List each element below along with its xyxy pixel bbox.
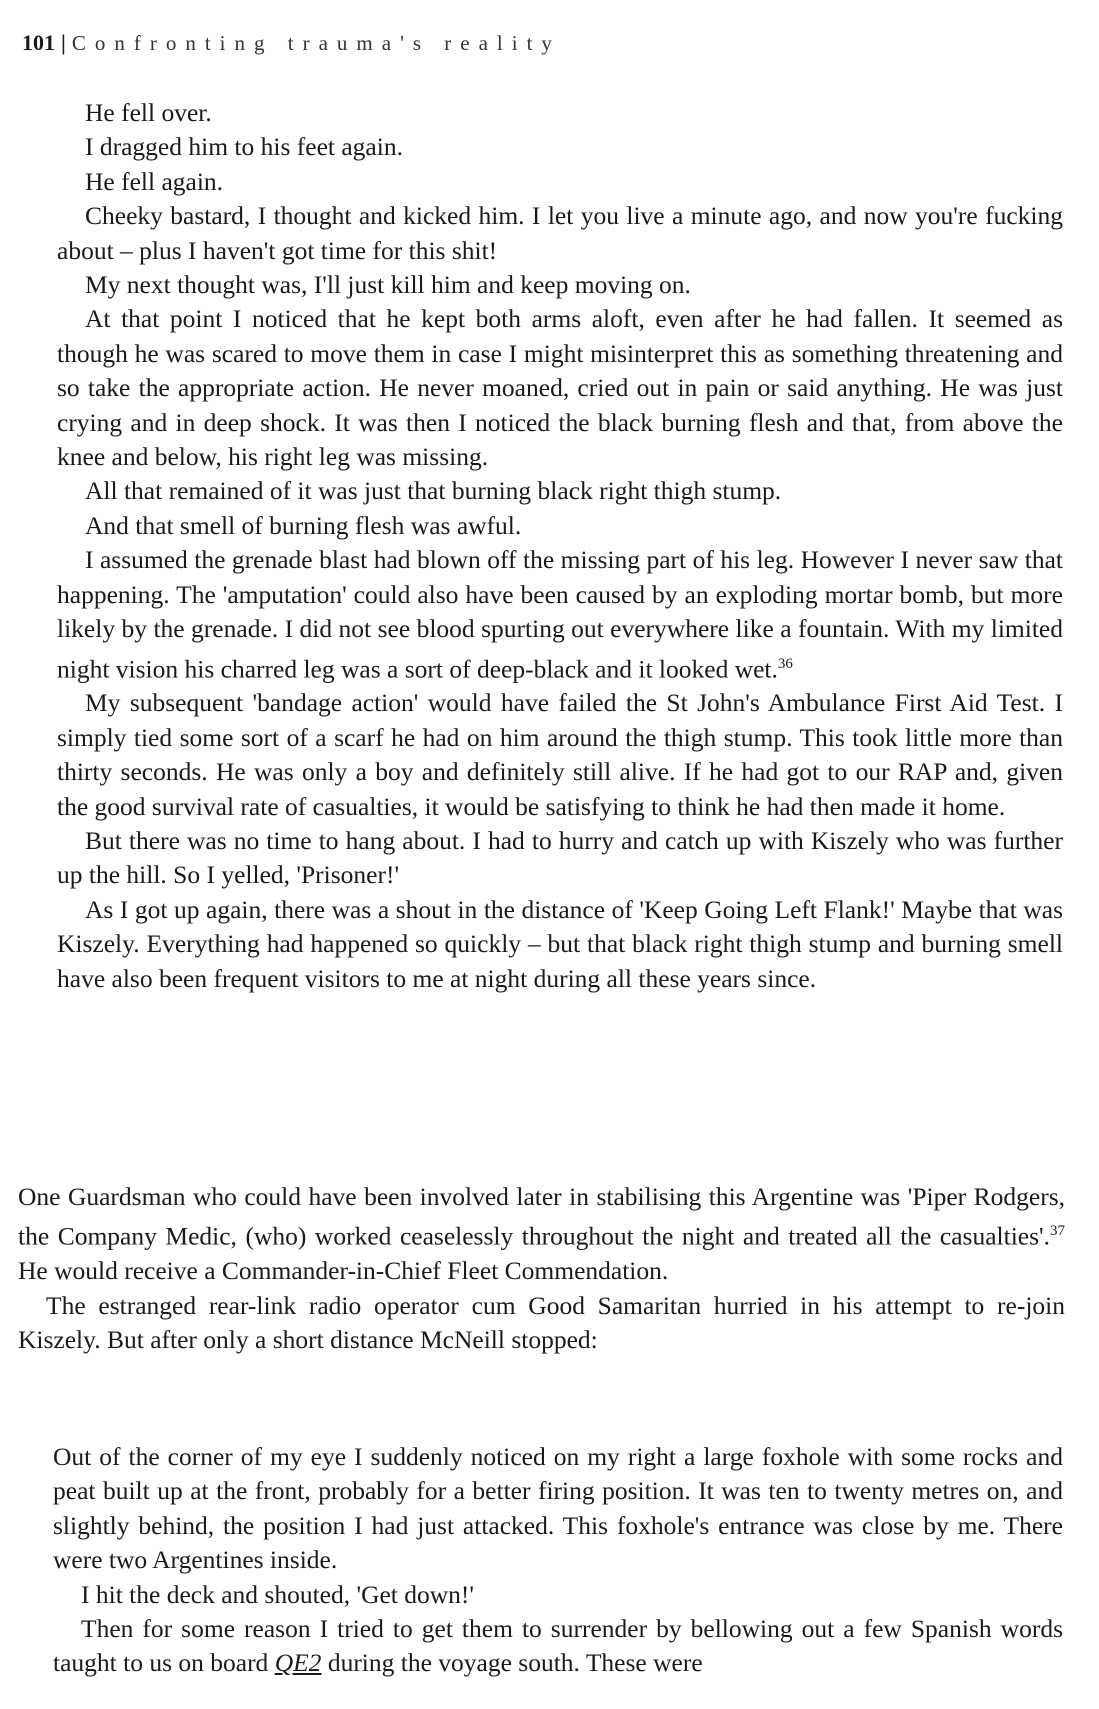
body-paragraph	[18, 1180, 1065, 1289]
paragraph-text: during the voyage south. These were	[321, 1648, 703, 1678]
quote1-paragraph: As I got up again, there was a shout in the distance of 'Keep Going Left Flank!' Maybe that was Kiszely. Everything had happened so quickly – but that black right thigh stump and burning smell have also been frequent visitors to me at night during all these years since.	[57, 894, 1063, 993]
quote1-paragraph: Cheeky bastard, I thought and kicked him. I let you live a minute ago, and now you're fucking about – plus I haven't got time for this shit!	[57, 201, 1063, 265]
quote2-paragraph: Out of the corner of my eye I suddenly noticed on my right a large foxhole with some rocks and peat built up at the front, probably for a better firing position. It was ten to twenty metres on, and slightly behind, the position I had just attacked. This foxhole's entrance was close by me. There were two Argentines inside.	[53, 1442, 1063, 1575]
page-number: 101	[22, 30, 55, 55]
paragraph-text: I assumed the grenade blast had blown off the missing part of his leg. However I never saw that happening. The 'amputation' could also have been caused by an exploding mortar bomb, but more likely by the grenade. I did not see blood spurting out everywhere like a fountain. With my limited night vision his charred leg was a sort of deep-black and it looked wet.	[57, 545, 1063, 683]
quote1-paragraph: But there was no time to hang about. I had to hurry and catch up with Kiszely who was further up the hill. So I yelled, 'Prisoner!'	[57, 826, 1063, 890]
quote1-paragraph	[57, 543, 1063, 686]
quote1-line: He fell again.	[85, 166, 224, 196]
quote1-line: I dragged him to his feet again.	[85, 132, 403, 162]
ship-name: QE2	[274, 1648, 322, 1678]
quote1-paragraph: All that remained of it was just that burning black right thigh stump.	[85, 476, 782, 506]
paragraph-text: He would receive a Commander-in-Chief Fleet Commendation.	[18, 1256, 669, 1286]
quote1-paragraph: And that smell of burning flesh was awful.	[85, 510, 522, 540]
body-paragraph: The estranged rear-link radio operator cum Good Samaritan hurried in his attempt to re-join Kiszely. But after only a short distance McNeill stopped:	[18, 1290, 1065, 1355]
quote2-paragraph	[53, 1612, 1063, 1681]
body-text	[18, 1180, 1065, 1358]
block-quote-2	[53, 1440, 1063, 1681]
paragraph-text: Then for some reason I tried to get them to surrender by bellowing out a few Spanish words taught to us on board	[53, 1614, 1063, 1678]
quote1-paragraph: My subsequent 'bandage action' would have failed the St John's Ambulance First Aid Test. I simply tied some sort of a scarf he had on him around the thigh stump. This took little more than thirty seconds. He was only a boy and definitely still alive. If he had got to our RAP and, given the good survival rate of casualties, it would be satisfying to think he had then made it home.	[57, 688, 1063, 821]
paragraph-text: One Guardsman who could have been involved later in stabilising this Argentine was 'Piper Rodgers, the Company Medic, (who) worked ceaselessly throughout the night and treated all the casualties'.	[18, 1182, 1065, 1251]
running-title: Confronting trauma's reality	[71, 31, 561, 55]
footnote-marker: 37	[1050, 1223, 1065, 1240]
quote1-paragraph: At that point I noticed that he kept both arms aloft, even after he had fallen. It seemed as though he was scared to move them in case I might misinterpret this as something threatening and so take the appropriate action. He never moaned, cried out in pain or said anything. He was just crying and in deep shock. It was then I noticed the black burning flesh and that, from above the knee and below, his right leg was missing.	[57, 304, 1063, 472]
quote2-paragraph: I hit the deck and shouted, 'Get down!'	[81, 1579, 475, 1609]
quote1-paragraph: My next thought was, I'll just kill him and keep moving on.	[85, 270, 691, 300]
block-quote-1	[57, 96, 1063, 996]
running-header	[22, 30, 561, 56]
footnote-marker: 36	[777, 655, 793, 672]
quote1-line: He fell over.	[85, 98, 212, 127]
header-separator: |	[61, 30, 66, 55]
